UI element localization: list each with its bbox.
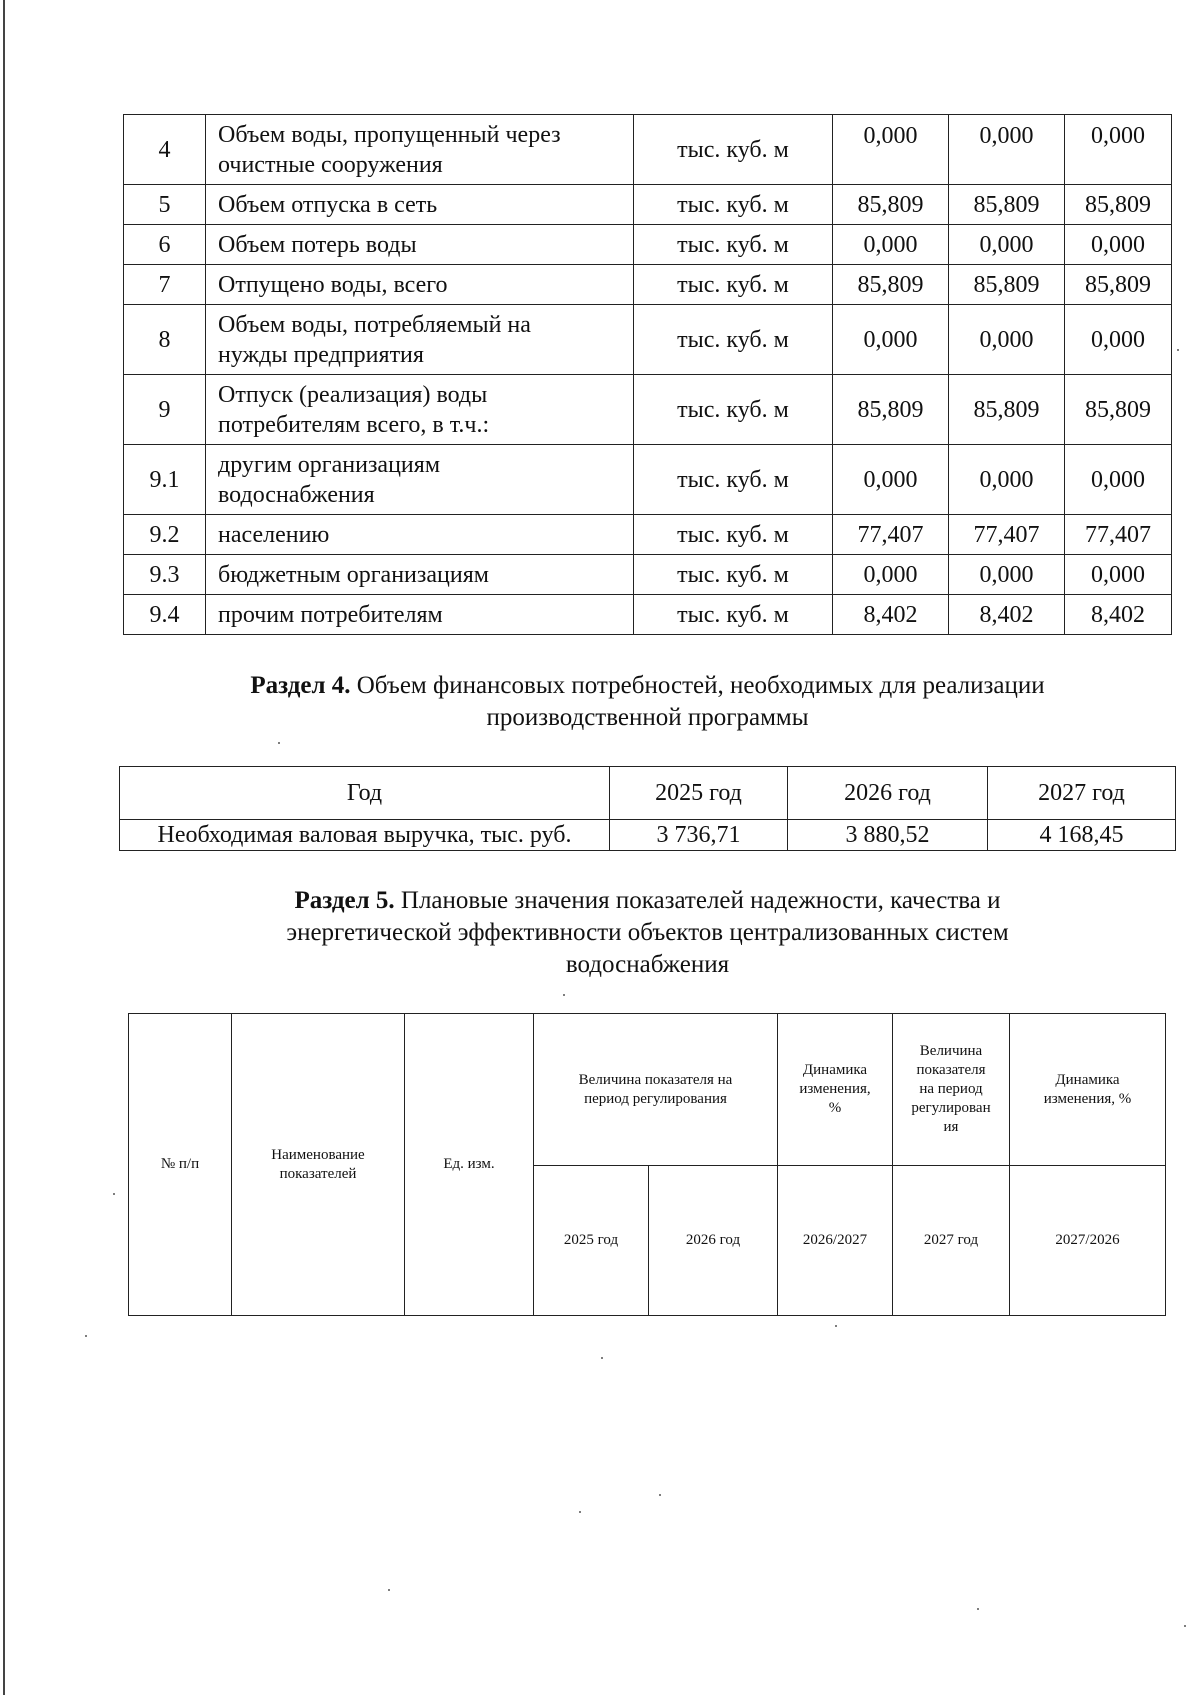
row-value-2025: 77,407	[833, 515, 949, 555]
col-value2-header	[893, 1014, 1010, 1166]
row-value-2025: 8,402	[833, 595, 949, 635]
row-unit: тыс. куб. м	[634, 595, 833, 635]
table-row	[120, 767, 1176, 820]
scan-speck	[579, 1511, 581, 1513]
scan-speck	[563, 994, 565, 996]
row-name	[206, 115, 634, 185]
row-name	[206, 595, 634, 635]
table-row	[124, 305, 1172, 375]
row-name-line: Объем потерь воды	[218, 231, 417, 258]
scan-speck	[113, 1193, 115, 1195]
row-name-line: другим организациям	[218, 451, 440, 478]
table-row	[124, 265, 1172, 305]
row-number: 7	[124, 265, 206, 305]
col-value2-header-line-5: ия	[943, 1119, 959, 1135]
col-value2-header-line-3: на период	[919, 1081, 983, 1097]
col-name-header	[232, 1014, 405, 1316]
section-4-label: Раздел 4.	[250, 672, 351, 699]
section-5-heading	[120, 885, 1175, 981]
col-dynamics2-header-line-1: Динамика	[1055, 1071, 1120, 1088]
col-dynamics-header-line-3: %	[828, 1100, 842, 1116]
row-unit: тыс. куб. м	[634, 515, 833, 555]
row-name-line: прочим потребителям	[218, 601, 443, 628]
col-number-header: № п/п	[129, 1014, 232, 1316]
scan-speck	[601, 1357, 603, 1359]
row-unit: тыс. куб. м	[634, 375, 833, 445]
section-4-title-line-1: Объем финансовых потребностей, необходимых для реализации	[356, 672, 1045, 699]
row-name	[206, 445, 634, 515]
table-row	[124, 515, 1172, 555]
row-value-2027: 85,809	[1065, 375, 1172, 445]
table-row	[124, 555, 1172, 595]
col-unit-header: Ед. изм.	[405, 1014, 534, 1316]
row-number: 9.4	[124, 595, 206, 635]
row-value-2027: 0,000	[1065, 555, 1172, 595]
section-5-title-line-3: водоснабжения	[565, 951, 730, 978]
row-unit: тыс. куб. м	[634, 225, 833, 265]
section-5-title-line-1: Плановые значения показателей надежности, качества и	[400, 887, 1001, 914]
col-value2-header-line-4: регулирован	[911, 1100, 991, 1116]
row-name-line: водоснабжения	[218, 481, 375, 508]
row-value-2025: 85,809	[833, 375, 949, 445]
table-row	[124, 225, 1172, 265]
page-left-edge	[3, 0, 5, 1695]
scan-speck	[388, 1589, 390, 1591]
row-value-2026: 8,402	[949, 595, 1065, 635]
row-value-2026: 0,000	[949, 305, 1065, 375]
revenue-2026: 3 880,52	[788, 820, 988, 851]
row-value-2027: 77,407	[1065, 515, 1172, 555]
row-number: 9.2	[124, 515, 206, 555]
row-name	[206, 515, 634, 555]
table-row	[124, 445, 1172, 515]
year-2025-header: 2025 год	[610, 767, 788, 820]
table-row	[124, 185, 1172, 225]
row-name-line: Отпуск (реализация) воды	[218, 381, 488, 408]
row-value-2025: 0,000	[833, 115, 949, 185]
row-value-2025: 0,000	[833, 305, 949, 375]
section-5-title-line-2: энергетической эффективности объектов централизованных систем	[286, 919, 1009, 946]
revenue-label: Необходимая валовая выручка, тыс. руб.	[120, 820, 610, 851]
col-value2-header-line-2: показателя	[916, 1062, 986, 1078]
col-value-header	[534, 1014, 778, 1166]
row-value-2027: 85,809	[1065, 265, 1172, 305]
scan-speck	[835, 1325, 837, 1327]
row-value-2026: 85,809	[949, 265, 1065, 305]
row-value-2026: 85,809	[949, 375, 1065, 445]
row-name-line: очистные сооружения	[218, 151, 443, 178]
row-name	[206, 185, 634, 225]
year-2027-header: 2027 год	[988, 767, 1176, 820]
scan-speck	[85, 1335, 87, 1337]
table-header-row	[129, 1014, 1166, 1166]
row-value-2027: 0,000	[1065, 225, 1172, 265]
row-name	[206, 305, 634, 375]
col-name-header-line-1: Наименование	[271, 1146, 365, 1163]
financial-needs-table	[119, 766, 1176, 851]
water-balance-table	[123, 114, 1172, 635]
section-4-title-line-2: производственной программы	[486, 704, 809, 731]
row-unit: тыс. куб. м	[634, 305, 833, 375]
row-value-2026: 0,000	[949, 555, 1065, 595]
scan-speck	[1177, 349, 1179, 351]
row-name-line: бюджетным организациям	[218, 561, 489, 588]
col-dynamics2-header	[1010, 1014, 1166, 1166]
row-name-line: нужды предприятия	[218, 341, 424, 368]
row-name	[206, 265, 634, 305]
row-value-2025: 85,809	[833, 185, 949, 225]
table-row	[124, 595, 1172, 635]
sub-dynamics2-header: 2027/2026	[1010, 1166, 1166, 1316]
sub-dynamics1-header: 2026/2027	[778, 1166, 893, 1316]
row-value-2026: 0,000	[949, 445, 1065, 515]
row-value-2025: 85,809	[833, 265, 949, 305]
row-value-2026: 85,809	[949, 185, 1065, 225]
row-number: 9	[124, 375, 206, 445]
col-value2-header-line-1: Величина	[919, 1043, 983, 1059]
row-value-2027: 85,809	[1065, 185, 1172, 225]
row-number: 4	[124, 115, 206, 185]
row-value-2026: 0,000	[949, 225, 1065, 265]
row-value-2027: 0,000	[1065, 445, 1172, 515]
scan-speck	[659, 1494, 661, 1496]
row-name-line: потребителям всего, в т.ч.:	[218, 411, 490, 438]
sub-2027-header: 2027 год	[893, 1166, 1010, 1316]
row-value-2026: 0,000	[949, 115, 1065, 185]
col-value-header-line-1: Величина показателя на	[578, 1071, 733, 1088]
row-name	[206, 375, 634, 445]
section-5-label: Раздел 5.	[294, 887, 395, 914]
sub-2026-header: 2026 год	[649, 1166, 778, 1316]
year-header: Год	[120, 767, 610, 820]
row-unit: тыс. куб. м	[634, 445, 833, 515]
row-unit: тыс. куб. м	[634, 265, 833, 305]
table-row	[124, 375, 1172, 445]
row-value-2025: 0,000	[833, 445, 949, 515]
row-value-2027: 0,000	[1065, 305, 1172, 375]
col-dynamics2-header-line-2: изменения, %	[1043, 1090, 1132, 1107]
col-dynamics-header	[778, 1014, 893, 1166]
row-value-2027: 0,000	[1065, 115, 1172, 185]
row-unit: тыс. куб. м	[634, 185, 833, 225]
scan-speck	[278, 742, 280, 744]
row-number: 9.3	[124, 555, 206, 595]
row-unit: тыс. куб. м	[634, 115, 833, 185]
section-4-heading	[120, 670, 1175, 734]
table-row	[120, 820, 1176, 851]
row-number: 8	[124, 305, 206, 375]
scan-speck	[977, 1608, 979, 1610]
col-dynamics-header-line-1: Динамика	[802, 1062, 868, 1078]
row-name-line: населению	[218, 521, 330, 548]
row-name-line: Отпущено воды, всего	[218, 271, 448, 298]
row-name	[206, 555, 634, 595]
row-number: 6	[124, 225, 206, 265]
col-dynamics-header-line-2: изменения,	[799, 1081, 871, 1097]
row-value-2025: 0,000	[833, 225, 949, 265]
row-unit: тыс. куб. м	[634, 555, 833, 595]
row-value-2026: 77,407	[949, 515, 1065, 555]
sub-2025-header: 2025 год	[534, 1166, 649, 1316]
year-2026-header: 2026 год	[788, 767, 988, 820]
row-name-line: Объем воды, потребляемый на	[218, 311, 531, 338]
row-name-line: Объем отпуска в сеть	[218, 191, 438, 218]
row-value-2025: 0,000	[833, 555, 949, 595]
col-value-header-line-2: период регулирования	[584, 1090, 727, 1107]
revenue-2027: 4 168,45	[988, 820, 1176, 851]
col-name-header-line-2: показателей	[279, 1165, 357, 1182]
table-row	[124, 115, 1172, 185]
row-number: 5	[124, 185, 206, 225]
revenue-2025: 3 736,71	[610, 820, 788, 851]
row-name-line: Объем воды, пропущенный через	[218, 121, 561, 148]
row-name	[206, 225, 634, 265]
row-value-2027: 8,402	[1065, 595, 1172, 635]
scan-speck	[1184, 1625, 1186, 1627]
reliability-indicators-table	[128, 1013, 1166, 1316]
row-number: 9.1	[124, 445, 206, 515]
